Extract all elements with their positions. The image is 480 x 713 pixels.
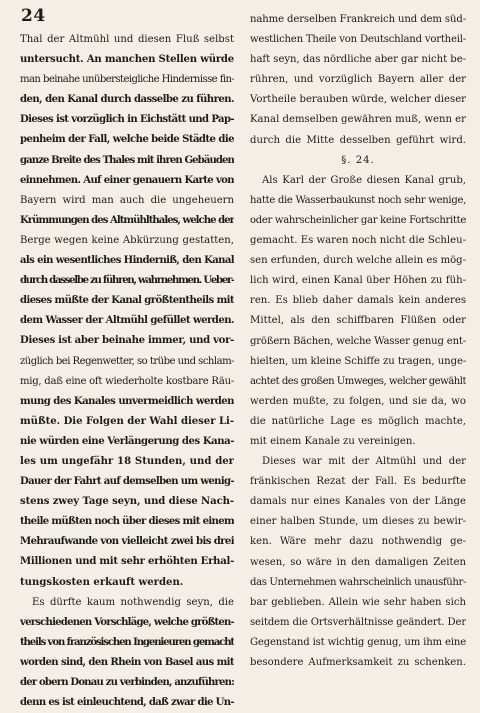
- text-line: hatte die Wasserbaukunst noch sehr wenige,: [250, 194, 466, 206]
- text-line: Berge wegen keine Abkürzung gestatten,: [20, 234, 234, 246]
- text-line: worden sind, den Rhein von Basel aus mit: [20, 656, 234, 668]
- text-line: denn es ist einleuchtend, daß zwar die Un-: [20, 697, 234, 709]
- text-line: theils von französischen Ingenieuren gemacht: [20, 636, 234, 648]
- left-column: [20, 30, 234, 713]
- text-line: nie würden eine Verlängerung des Kana-: [20, 435, 234, 447]
- text-line: damals nur eines Kanales von der Länge: [250, 496, 466, 508]
- text-line: als ein wesentliches Hinderniß, den Kanal: [20, 255, 234, 267]
- right-column: [250, 10, 466, 673]
- page-number: 24: [21, 6, 46, 26]
- text-line: der obern Donau zu verbinden, anzuführen:: [20, 677, 234, 688]
- text-line: Dauer der Fahrt auf demselben um wenig-: [20, 476, 234, 488]
- text-line: Mittel, als den schiffbaren Flüßen oder: [250, 315, 466, 327]
- text-line: man beinahe unübersteigliche Hindernisse fin-: [20, 74, 234, 86]
- text-line: gemacht. Es waren noch nicht die Schleu-: [250, 235, 466, 247]
- text-line: lich wird, einen Kanal über Höhen zu füh-: [250, 275, 466, 287]
- text-line: Dieses ist aber beinahe immer, und vor-: [20, 335, 234, 347]
- text-line: bar geblieben. Allein wie sehr haben sich: [250, 596, 466, 608]
- text-line: Gegenstand ist wichtig genug, um ihm eine: [250, 636, 466, 648]
- text-line: Thal der Altmühl und diesen Fluß selbst: [20, 34, 234, 45]
- text-line: die natürliche Lage es möglich machte,: [250, 415, 466, 427]
- text-line: Dieses war mit der Altmühl und der: [262, 456, 466, 468]
- right-column-body: [250, 171, 466, 673]
- text-line: Es dürfte kaum nothwendig seyn, die: [32, 596, 234, 608]
- text-line: untersucht. An manchen Stellen würde: [20, 54, 234, 66]
- text-line: züglich bei Regenwetter, so trübe und schlam-: [20, 355, 234, 367]
- text-line: penheim der Fall, welche beide Städte die: [20, 134, 234, 146]
- text-line: ganze Breite des Thales mit ihren Gebäuden: [20, 154, 234, 166]
- text-line: theile müßten noch über dieses mit einem: [20, 516, 234, 528]
- text-line: durch dasselbe zu führen, wahrnehmen. Ueber-: [20, 275, 234, 287]
- text-line: oder wahrscheinlicher gar keine Fortschritte: [250, 214, 466, 226]
- text-line: mung des Kanales unvermeidlich werden: [20, 395, 234, 407]
- text-line: Bayern wird man auch die ungeheuern: [20, 194, 234, 206]
- text-line: durch die Mitte desselben geführt wird.: [250, 134, 466, 146]
- text-line: ken. Wäre mehr dazu nothwendig ge-: [250, 536, 466, 548]
- text-line: seitdem die Ortsverhältnisse geändert. Der: [250, 616, 466, 628]
- section-heading: §. 24.: [341, 154, 375, 166]
- text-line: haft seyn, das nördliche aber gar nicht be-: [250, 54, 466, 66]
- text-line: Krümmungen des Altmühlthales, welche der: [20, 214, 234, 226]
- text-line: einer halben Stunde, um dieses zu bewir-: [250, 516, 466, 528]
- text-line: dem Wasser der Altmühl gefüllet werden.: [20, 315, 234, 327]
- right-column-top-paragraph: [250, 10, 466, 151]
- text-line: nahme derselben Frankreich und dem süd-: [250, 14, 466, 25]
- text-line: Als Karl der Große diesen Kanal grub,: [262, 174, 466, 186]
- text-line: Vortheile berauben würde, welcher dieser: [250, 94, 466, 106]
- text-line: sen erfunden, durch welche allein es mög-: [250, 255, 466, 267]
- text-line: achtet des großen Umweges, welcher gewählt: [250, 375, 466, 387]
- text-line: müßte. Die Folgen der Wahl dieser Li-: [20, 415, 234, 427]
- text-line: das Unternehmen wahrscheinlich unausführ-: [250, 576, 466, 588]
- text-line: einnehmen. Auf einer genauern Karte von: [20, 174, 234, 186]
- text-line: hielten, um kleine Schiffe zu tragen, unge-: [250, 355, 466, 367]
- text-line: Dieses ist vorzüglich in Eichstätt und Pap-: [20, 114, 234, 126]
- text-line: mit einem Kanale zu vereinigen.: [250, 435, 416, 447]
- text-line: wesen, so wäre in den damaligen Zeiten: [250, 556, 466, 568]
- text-line: werden mußte, zu folgen, und sie da, wo: [250, 395, 466, 407]
- text-line: stens zwey Tage seyn, und diese Nach-: [20, 496, 234, 508]
- text-line: mig, daß eine oft wiederholte kostbare Räu-: [20, 375, 234, 387]
- text-line: Millionen und mit sehr erhöhten Erhal-: [20, 556, 234, 568]
- text-line: größern Bächen, welche Wasser genug ent-: [250, 335, 466, 347]
- text-line: dieses müßte der Kanal größtentheils mit: [20, 295, 234, 307]
- text-line: tungskosten erkauft werden.: [20, 576, 184, 588]
- text-line: les um ungefähr 18 Stunden, und der: [20, 455, 234, 467]
- text-line: Mehraufwande von vielleicht zwei bis drei: [20, 536, 234, 548]
- text-line: westlichen Theile von Deutschland vortheil-: [250, 34, 466, 46]
- text-line: Kanal demselben gewähren muß, wenn er: [250, 114, 466, 126]
- text-line: rühren, und vorzüglich Bayern aller der: [250, 74, 466, 86]
- text-line: ren. Es blieb daher damals kein anderes: [250, 295, 466, 307]
- text-line: den, den Kanal durch dasselbe zu führen.: [20, 94, 234, 106]
- text-line: besondere Aufmerksamkeit zu schenken.: [250, 657, 466, 668]
- text-line: verschiedenen Vorschläge, welche größten-: [20, 616, 234, 628]
- text-line: fränkischen Rezat der Fall. Es bedurfte: [250, 476, 466, 488]
